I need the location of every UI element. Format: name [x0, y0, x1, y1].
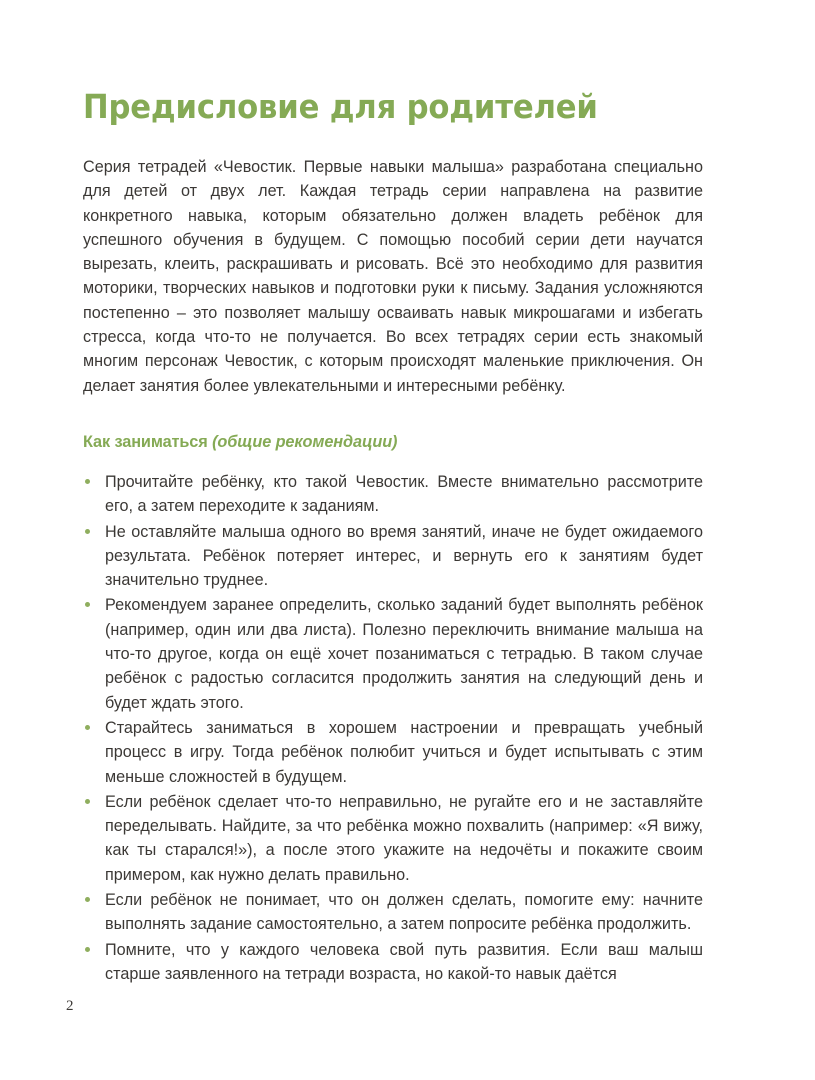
page-title: Предисловие для родителей	[83, 87, 598, 126]
list-item-text: Прочитайте ребёнку, кто такой Чевостик. Вместе внимательно рассмотрите его, а затем переходите к заданиям.	[105, 472, 703, 516]
list-item-text: Старайтесь заниматься в хорошем настроении и превращать учебный процесс в игру. Тогда ребёнок полюбит учиться и будет испытывать с этим меньше сложностей в будущем.	[105, 718, 703, 786]
list-item	[83, 790, 703, 887]
bullet-dot-icon	[85, 897, 90, 902]
list-item	[83, 716, 703, 789]
page-content	[83, 0, 703, 987]
list-item-text: Если ребёнок сделает что-то неправильно, не ругайте его и не заставляйте переделывать. Найдите, за что ребёнка можно похвалить (например: «Я вижу, как ты старался!»), а после этого укажите на недочёты и покажите своим примером, как нужно делать правильно.	[105, 792, 703, 884]
list-item-text: Рекомендуем заранее определить, сколько заданий будет выполнять ребёнок (например, один или два листа). Полезно переключить внимание малыша на что-то другое, когда он ещё хочет позаниматься с тетрадью. В таком случае ребёнок с радостью согласится продолжить занятия на следующий день и будет ждать этого.	[105, 596, 703, 712]
list-item	[83, 470, 703, 519]
bullet-dot-icon	[85, 725, 90, 730]
bullet-dot-icon	[85, 529, 90, 534]
list-item-text: Если ребёнок не понимает, что он должен сделать, помогите ему: начните выполнять задание самостоятельно, а затем попросите ребёнка продолжить.	[105, 891, 703, 934]
list-item	[83, 520, 703, 593]
bullet-dot-icon	[85, 479, 90, 484]
intro-paragraph: Серия тетрадей «Чевостик. Первые навыки малыша» разработана специально для детей от двух лет. Каждая тетрадь серии направлена на развитие конкретного навыка, которым обязательно должен владеть ребёнок для успешного обучения в будущем. С помощью пособий серии дети научатся вырезать, клеить, раскрашивать и рисовать. Всё это необходимо для развития моторики, творческих навыков и подготовки руки к письму. Задания усложняются постепенно – это позволяет малышу осваивать навык микрошагами и избегать стресса, когда что-то не получается. Во всех тетрадях серии есть знакомый многим персонаж Чевостик, с которым происходят маленькие приключения. Он делает занятия более увлекательными и интересными ребёнку.	[83, 158, 703, 395]
bullet-dot-icon	[85, 799, 90, 804]
list-item	[83, 888, 703, 937]
page-number: 2	[66, 998, 74, 1014]
bullet-dot-icon	[85, 602, 90, 607]
section-heading-main: Как заниматься	[83, 432, 213, 451]
list-item	[83, 593, 703, 714]
bullet-dot-icon	[85, 947, 90, 952]
list-item-text: Помните, что у каждого человека свой путь развития. Если ваш малыш старше заявленного на тетради возраста, но какой-то навык даётся	[105, 940, 703, 983]
list-item	[83, 938, 703, 987]
section-heading-italic: (общие рекомендации)	[212, 432, 398, 451]
section-heading	[83, 398, 703, 453]
list-item-text: Не оставляйте малыша одного во время занятий, иначе не будет ожидаемого результата. Ребёнок потеряет интерес, и вернуть его к занятиям будет значительно труднее.	[105, 522, 703, 590]
tips-list	[83, 453, 703, 986]
